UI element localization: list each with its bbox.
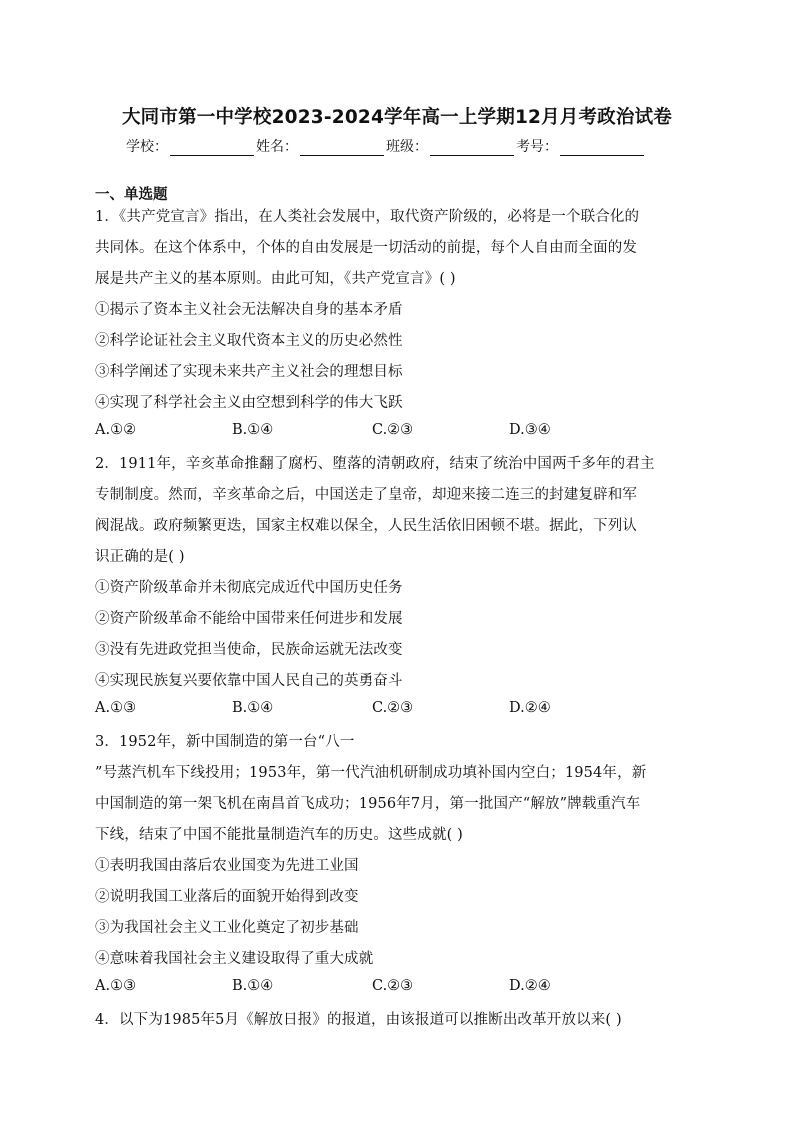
q2-stem-line: 专制制度。然而，辛亥革命之后，中国送走了皇帝，却迎来接二连三的封建复辟和军 [95, 487, 638, 503]
q2-option-d[interactable]: D.②④ [509, 700, 551, 716]
q2-stem-line: 2．1911年，辛亥革命推翻了腐朽、堕落的清朝政府，结束了统治中国两千多年的君主 [95, 456, 655, 472]
q3-option-d[interactable]: D.②④ [509, 978, 551, 994]
q2-option-a[interactable]: A.①③ [95, 700, 137, 716]
q2-stem-line: 识正确的是( ) [95, 549, 185, 565]
q3-option-b[interactable]: B.①④ [232, 978, 274, 994]
q2-stem-line: 阀混战。政府频繁更迭，国家主权难以保全，人民生活依旧困顿不堪。据此，下列认 [95, 518, 638, 534]
q2-option-b[interactable]: B.①④ [232, 700, 274, 716]
q1-statement-4: ④实现了科学社会主义由空想到科学的伟大飞跃 [95, 395, 403, 411]
q3-option-c[interactable]: C.②③ [372, 978, 414, 994]
name-blank[interactable] [300, 139, 384, 156]
q4-stem-line: 4．以下为1985年5月《解放日报》的报道，由该报道可以推断出改革开放以来( ) [95, 1012, 622, 1028]
exam-number-blank[interactable] [560, 139, 644, 156]
q1-option-c[interactable]: C.②③ [372, 422, 414, 438]
q3-option-a[interactable]: A.①③ [95, 978, 137, 994]
q1-statement-1: ①揭示了资本主义社会无法解决自身的基本矛盾 [95, 302, 403, 318]
q1-stem-line: 展是共产主义的基本原则。由此可知，《共产党宣言》( ) [95, 271, 456, 287]
q3-statement-1: ①表明我国由落后农业国变为先进工业国 [95, 858, 359, 874]
school-blank[interactable] [170, 139, 254, 156]
student-info-row [126, 136, 686, 156]
q2-statement-2: ②资产阶级革命不能给中国带来任何进步和发展 [95, 611, 403, 627]
q2-option-c[interactable]: C.②③ [372, 700, 414, 716]
school-label: 学校： [126, 139, 168, 155]
q1-statement-2: ②科学论证社会主义取代资本主义的历史必然性 [95, 333, 403, 349]
exam-number-label: 考号： [516, 139, 558, 155]
class-blank[interactable] [430, 139, 514, 156]
exam-title: 大同市第一中学校2023-2024学年高一上学期12月月考政治试卷 [121, 107, 672, 128]
q3-statement-4: ④意味着我国社会主义建设取得了重大成就 [95, 951, 374, 967]
class-label: 班级： [386, 139, 428, 155]
q1-statement-3: ③科学阐述了实现未来共产主义社会的理想目标 [95, 364, 403, 380]
q1-stem-line: 1．《共产党宣言》指出，在人类社会发展中，取代资产阶级的，必将是一个联合化的 [95, 209, 640, 225]
q1-option-b[interactable]: B.①④ [232, 422, 274, 438]
name-label: 姓名： [256, 139, 298, 155]
q1-stem-line: 共同体。在这个体系中，个体的自由发展是一切活动的前提，每个人自由而全面的发 [95, 240, 638, 256]
q1-option-d[interactable]: D.③④ [509, 422, 551, 438]
q3-statement-3: ③为我国社会主义工业化奠定了初步基础 [95, 920, 359, 936]
q1-option-a[interactable]: A.①② [95, 422, 137, 438]
section-heading: 一、单选题 [95, 187, 168, 203]
q2-statement-3: ③没有先进政党担当使命，民族命运就无法改变 [95, 642, 403, 658]
q3-stem-line: 中国制造的第一架飞机在南昌首飞成功；1956年7月，第一批国产“解放”牌载重汽车 [95, 796, 641, 812]
q2-statement-4: ④实现民族复兴要依靠中国人民自己的英勇奋斗 [95, 673, 403, 689]
q3-statement-2: ②说明我国工业落后的面貌开始得到改变 [95, 889, 359, 905]
q2-statement-1: ①资产阶级革命并未彻底完成近代中国历史任务 [95, 580, 403, 596]
q3-stem-line: ”号蒸汽机车下线投用；1953年，第一代汽油机研制成功填补国内空白；1954年，新 [95, 765, 647, 781]
q3-stem-line: 下线，结束了中国不能批量制造汽车的历史。这些成就( ) [95, 827, 463, 843]
q3-stem-line: 3．1952年，新中国制造的第一台“八一 [95, 734, 355, 750]
